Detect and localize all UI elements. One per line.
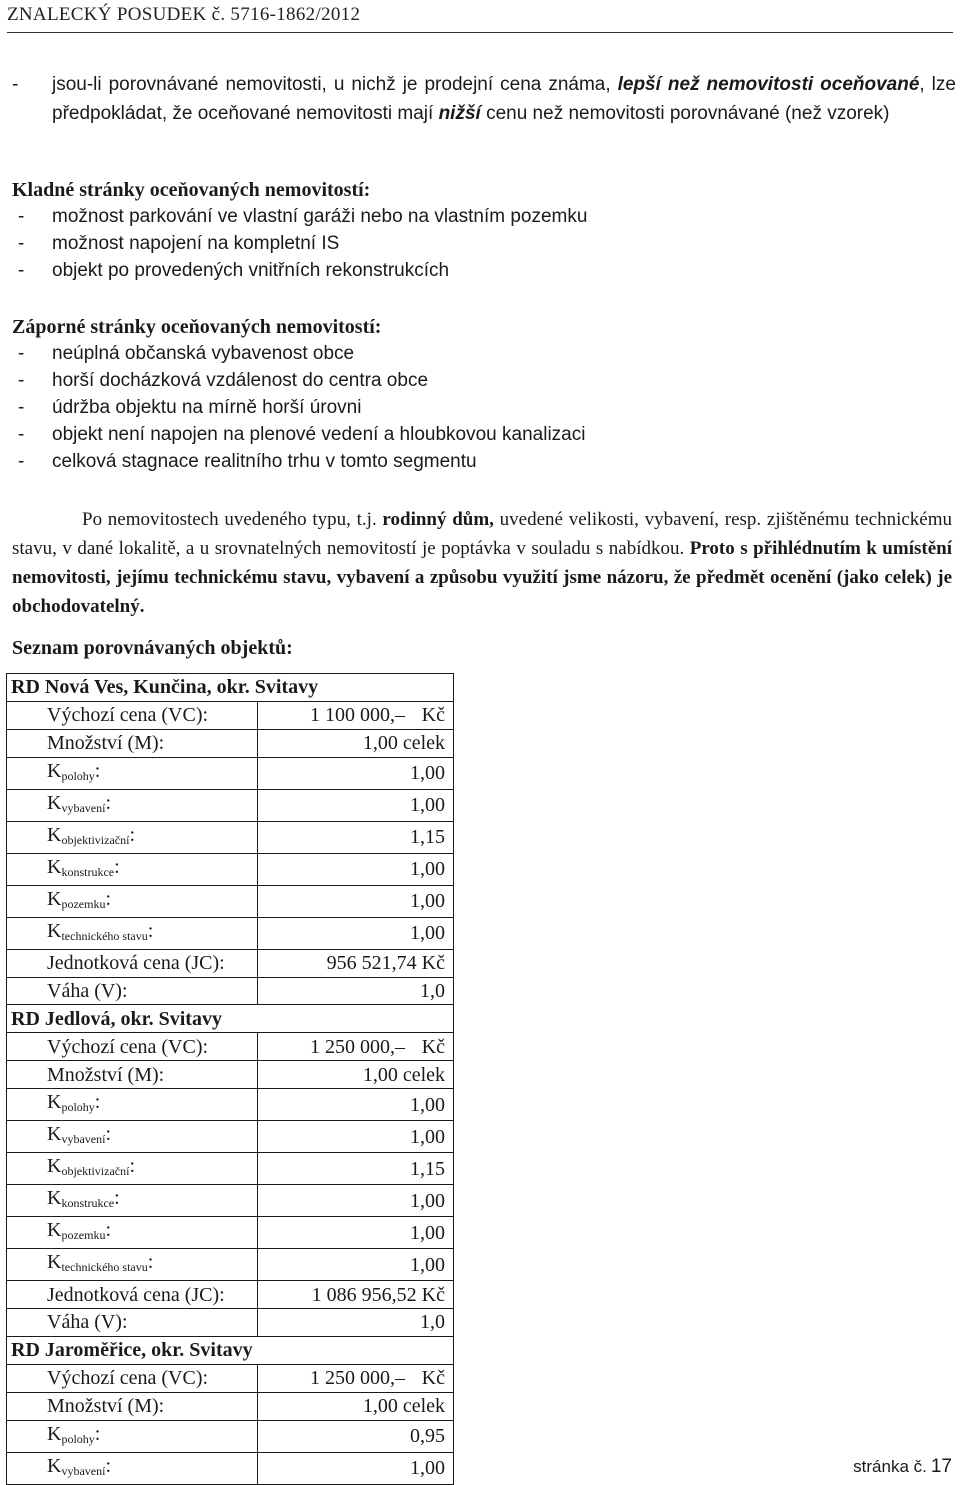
table-row: Množství (M): 1,00 celek xyxy=(7,729,454,757)
list-item: - objekt po provedených vnitřních rekonstrukcích xyxy=(18,260,450,281)
list-item: - možnost napojení na kompletní IS xyxy=(18,233,340,254)
table-row: $K_{vybavení}$: 1,00 xyxy=(7,789,454,821)
intro-bullet xyxy=(12,70,956,128)
table-row xyxy=(7,674,454,702)
list-item: - neúplná občanská vybavenost obce xyxy=(18,343,355,364)
list-item: - horší docházková vzdálenost do centra obce xyxy=(18,370,429,391)
table-row xyxy=(7,1336,454,1364)
table-row: $K_{konstrukce}$: 1,00 xyxy=(7,853,454,885)
list-item: - možnost parkování ve vlastní garáži nebo na vlastním pozemku xyxy=(18,206,588,227)
conclusion-bold-1: rodinný dům, xyxy=(382,509,494,530)
list-item: - celková stagnace realitního trhu v tomto segmentu xyxy=(18,451,477,472)
intro-text-2: , lze předpokládat, že oceňované nemovitosti mají xyxy=(52,74,956,124)
table-row: $K_{objektivizační}$: 1,15 xyxy=(7,1153,454,1185)
bullet-dash: - xyxy=(12,74,19,95)
table-row: Výchozí cena (VC): 1 250 000,– Kč xyxy=(7,1364,454,1392)
conclusion-paragraph xyxy=(12,505,952,621)
negatives-heading: Záporné stránky oceňovaných nemovitostí: xyxy=(12,316,382,338)
page-footer xyxy=(853,1456,952,1478)
table-row: $K_{technického stavu}$: 1,00 xyxy=(7,917,454,949)
negatives-section xyxy=(12,314,952,475)
list-item: - údržba objektu na mírně horší úrovni xyxy=(18,397,362,418)
comparison-table xyxy=(6,673,454,1485)
table-row: Jednotková cena (JC): 956 521,74 Kč xyxy=(7,949,454,977)
conclusion-bold-2: Proto s přihlédnutím k umístění nemovitosti, jejímu technickému stavu, vybavení a způsobu využití jsme názoru, že předmět ocenění (jako celek) je obchodovatelný. xyxy=(12,538,952,617)
intro-emphasis-1: lepší než nemovitosti oceňované xyxy=(617,74,920,95)
table-row: $K_{technického stavu}$: 1,00 xyxy=(7,1249,454,1281)
table-row: Množství (M): 1,00 celek xyxy=(7,1061,454,1089)
table-row: $K_{pozemku}$: 1,00 xyxy=(7,1217,454,1249)
table-row: Výchozí cena (VC): 1 100 000,– Kč xyxy=(7,701,454,729)
list-item: - objekt není napojen na plenové vedení a hloubkovou kanalizaci xyxy=(18,424,586,445)
intro-text-1: jsou-li porovnávané nemovitosti, u nichž je prodejní cena známa, xyxy=(52,74,618,95)
object-name: RD Jaroměřice, okr. Svitavy xyxy=(7,1336,454,1364)
table-row: $K_{vybavení}$: 1,00 xyxy=(7,1121,454,1153)
object-name: RD Nová Ves, Kunčina, okr. Svitavy xyxy=(7,674,454,702)
intro-text-3: cenu než nemovitosti porovnávané (než vzorek) xyxy=(480,103,890,124)
table-row: Váha (V): 1,0 xyxy=(7,1309,454,1337)
table-row: Výchozí cena (VC): 1 250 000,– Kč xyxy=(7,1033,454,1061)
table-row: $K_{polohy}$: 1,00 xyxy=(7,757,454,789)
positives-heading: Kladné stránky oceňovaných nemovitostí: xyxy=(12,179,371,201)
object-name: RD Jedlová, okr. Svitavy xyxy=(7,1005,454,1033)
table-row: $K_{pozemku}$: 1,00 xyxy=(7,885,454,917)
table-row: Množství (M): 1,00 celek xyxy=(7,1392,454,1420)
table-row: $K_{polohy}$: 0,95 xyxy=(7,1420,454,1452)
table-row: $K_{konstrukce}$: 1,00 xyxy=(7,1185,454,1217)
conclusion-text-1: Po nemovitostech uvedeného typu, t.j. xyxy=(82,509,383,530)
comparison-list-title: Seznam porovnávaných objektů: xyxy=(12,637,293,659)
table-row xyxy=(7,1005,454,1033)
positives-list xyxy=(12,203,952,284)
table-row: $K_{polohy}$: 1,00 xyxy=(7,1089,454,1121)
positives-section xyxy=(12,177,952,284)
page-number: 17 xyxy=(930,1456,952,1477)
page-header xyxy=(7,2,953,33)
table-row: $K_{objektivizační}$: 1,15 xyxy=(7,821,454,853)
document-title: ZNALECKÝ POSUDEK č. 5716-1862/2012 xyxy=(7,4,361,25)
intro-emphasis-2: nižší xyxy=(438,103,481,124)
page-label: stránka č. xyxy=(853,1457,927,1476)
negatives-list xyxy=(12,340,952,475)
table-row: $K_{vybavení}$: 1,00 xyxy=(7,1452,454,1484)
table-row: Jednotková cena (JC): 1 086 956,52 Kč xyxy=(7,1281,454,1309)
conclusion-text-2: uvedené velikosti, vybavení, resp. zjištěnému technickému stavu, v dané lokalitě, a u srovnatelných nemovitostí je poptávka v souladu s nabídkou. xyxy=(12,509,952,559)
table-row: Váha (V): 1,0 xyxy=(7,977,454,1005)
